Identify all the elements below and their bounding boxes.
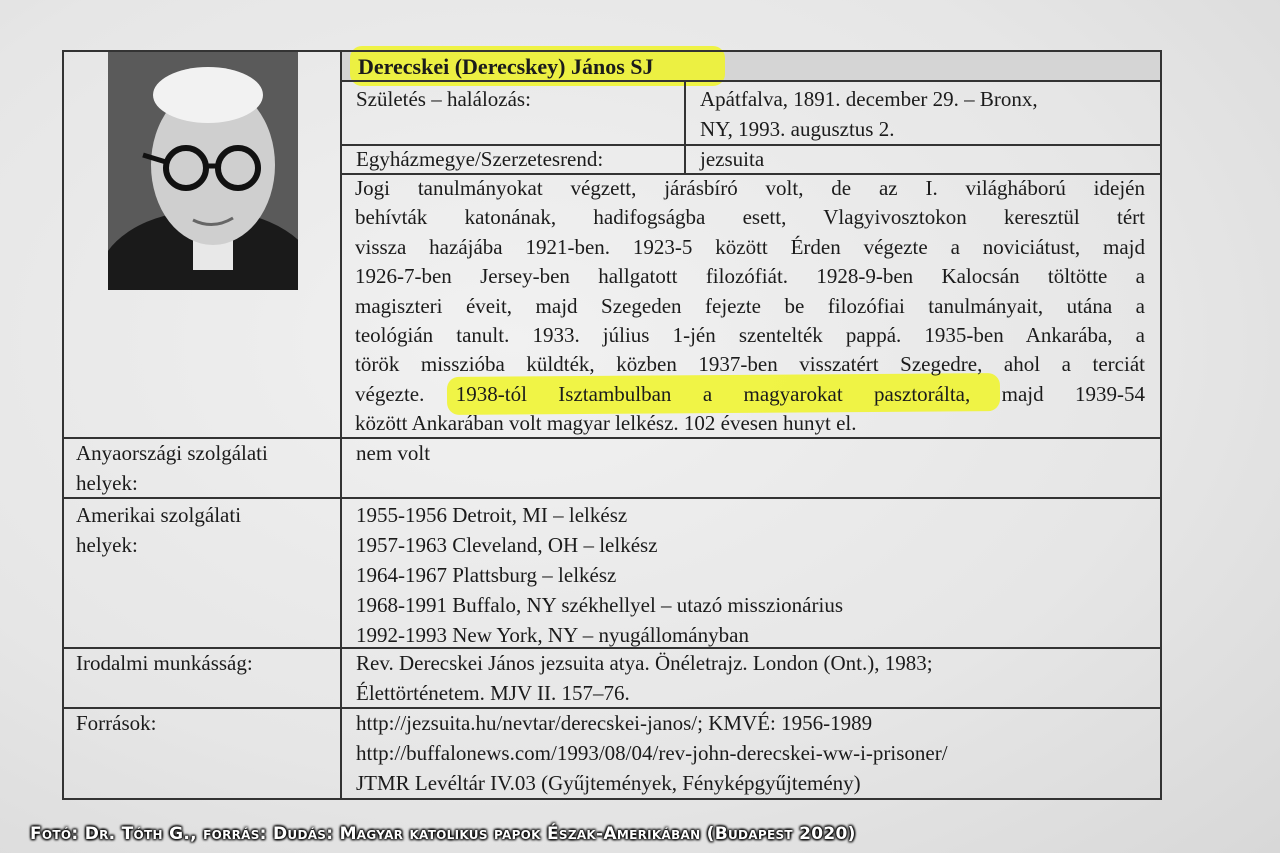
list-item: 1957-1963 Cleveland, OH – lelkész [356, 533, 658, 557]
bio-line: között Ankarában volt magyar lelkész. 102 évesen hunyt el. [355, 411, 857, 436]
sources-list [356, 708, 948, 798]
divider [340, 437, 342, 800]
label-line: Amerikai szolgálati [76, 503, 242, 527]
list-item: JTMR Levéltár IV.03 (Gyűjtemények, Fényképgyűjtemény) [356, 771, 861, 795]
source-link[interactable]: http://buffalonews.com/1993/08/04/rev-john-derecskei-ww-i-prisoner/ [356, 741, 948, 765]
source-link[interactable]: http://jezsuita.hu/nevtar/derecskei-janos/; KMVÉ: 1956-1989 [356, 711, 873, 735]
american-service-label [76, 500, 241, 560]
list-item: 1955-1956 Detroit, MI – lelkész [356, 503, 628, 527]
bio-line: behívták katonának, hadifogságba esett, Vlagyivosztokon keresztül tért [355, 205, 1145, 230]
birth-death-line: Apátfalva, 1891. december 29. – Bronx, [700, 87, 1038, 111]
biography [355, 174, 1145, 439]
home-service-label [76, 438, 268, 498]
photo-caption: Fotó: Dr. Tóth G., forrás: Dudás: Magyar katolikus papok Észak-Amerikában (Budapest 2020) [30, 824, 856, 844]
bio-line: magiszteri éveit, majd Szegeden fejezte be filozófiai tanulmányait, utána a [355, 293, 1145, 318]
list-item: 1992-1993 New York, NY – nyugállományban [356, 623, 749, 647]
person-name: Derecskei (Derecskey) János SJ [358, 54, 654, 79]
list-item: Rev. Derecskei János jezsuita atya. Önéletrajz. London (Ont.), 1983; [356, 651, 933, 675]
bio-line: Jogi tanulmányokat végzett, járásbíró volt, de az I. világháború idején [355, 176, 1145, 200]
list-item: 1968-1991 Buffalo, NY székhellyel – utazó misszionárius [356, 593, 843, 617]
birth-death-label: Születés – halálozás: [356, 87, 531, 111]
american-service-list [356, 500, 843, 650]
list-item: 1964-1967 Plattsburg – lelkész [356, 563, 617, 587]
label-line: Anyaországi szolgálati [76, 441, 268, 465]
bio-line: végezte. 1938-tól Isztambulban a magyarokat pasztorálta, majd 1939-54 [355, 381, 1145, 406]
bio-line: vissza hazájába 1921-ben. 1923-5 között Érden végezte a noviciátust, majd [355, 234, 1145, 259]
sources-label: Források: [76, 711, 157, 735]
divider [340, 50, 342, 440]
list-item: Élettörténetem. MJV II. 157–76. [356, 681, 630, 705]
label-line: helyek: [76, 533, 138, 557]
bio-line: teológián tanult. 1933. július 1-jén szentelték pappá. 1935-ben Ankarába, a [355, 322, 1145, 347]
bio-line: 1926-7-ben Jersey-ben hallgatott filozófiát. 1928-9-ben Kalocsán töltötte a [355, 264, 1145, 289]
bio-line: török misszióba küldték, közben 1937-ben visszatért Szegedre, ahol a terciát [355, 352, 1145, 377]
birth-death-line: NY, 1993. augusztus 2. [700, 117, 895, 141]
home-service-value: nem volt [356, 441, 431, 465]
literature-value [356, 648, 933, 708]
order-label: Egyházmegye/Szerzetesrend: [356, 147, 604, 171]
literature-label: Irodalmi munkásság: [76, 651, 253, 675]
divider [684, 80, 686, 174]
order-value: jezsuita [700, 147, 765, 171]
label-line: helyek: [76, 471, 138, 495]
birth-death-value [700, 84, 1038, 144]
